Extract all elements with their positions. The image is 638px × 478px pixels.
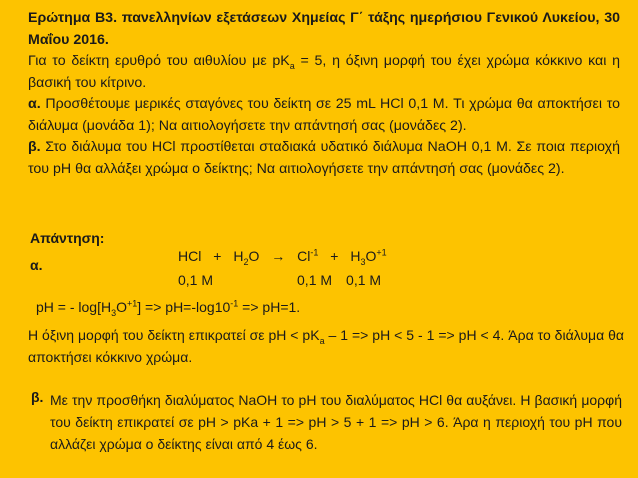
eq-cl: $Cl^{-1}$ <box>297 247 319 264</box>
part-a-label: α. <box>28 96 41 112</box>
question-block <box>28 8 620 180</box>
eq-h3o: $H_3O^{+1}$ <box>350 247 387 267</box>
part-b-label: β. <box>28 139 41 155</box>
conc-hcl: 0,1 M <box>178 272 214 288</box>
part-a-text: Προσθέτουμε μερικές σταγόνες του δείκτη σε 25 mL HCl 0,1 M. Τι χρώμα θα αποκτήσει το διάλυμα (μονάδα 1); Να αιτιολογήσετε την απάντησή σας (μονάδες 2). <box>28 96 620 134</box>
eq-hcl: HCl <box>178 248 202 264</box>
part-b-text: Στο διάλυμα του HCl προστίθεται σταδιακά υδατικό διάλυμα NaOH 0,1 M. Σε ποια περιοχή του pH θα αλλάξει χρώμα ο δείκτης; Να αιτιολογήσετε την απάντησή σας (μονάδες 2). <box>28 139 620 177</box>
answer-heading: Απάντηση: <box>30 230 105 246</box>
beta-explanation: Με την προσθήκη διαλύματος NaOH το pH του διαλύματος HCl θα αυξάνει. Η βασική μορφή του δείκτη επικρατεί σε pH > pKa + 1 => pH > 5 + 1 => pH > 6. Άρα η περιοχή του pH που αλλάζει χρώμα ο δείκτης είναι από 4 έως 6. <box>50 392 622 452</box>
eq-plus: + <box>213 248 222 264</box>
intro-text-b: = 5, η όξινη μορφή του έχει χρώμα κόκκινο και η βασική του κίτρινο. <box>28 53 620 91</box>
answer-alpha-label: α. <box>30 257 43 273</box>
acid-form-explanation: Η όξινη μορφή του δείκτη επικρατεί σε pH < $pK_a - 1$ => pH < 5 - 1 => pH < 4. Άρα το διάλυμα θα αποκτήσει κόκκινο χρώμα. <box>28 327 624 365</box>
reaction-equation <box>178 247 387 267</box>
intro-text-a: Για το δείκτη ερυθρό του αιθυλίου με pK <box>28 53 290 69</box>
conc-cl: 0,1 M <box>297 272 333 288</box>
answer-beta-label: β. <box>31 389 44 405</box>
conc-h3o: 0,1 M <box>346 272 382 288</box>
eq-plus-2: + <box>330 248 339 264</box>
question-title: Ερώτημα Β3. πανελληνίων εξετάσεων Χημείας Γ΄ τάξης ημερήσιου Γενικού Λυκείου, 30 Μαΐου 2016. <box>28 10 620 48</box>
question-intro <box>28 53 620 91</box>
intro-subscript: a <box>289 60 295 71</box>
concentrations-row <box>178 272 381 288</box>
eq-arrow: → <box>271 248 286 264</box>
ph-calculation: pH = - $\log[H_3O^{+1}] => pH=-\log 10^{-1} => pH=1$. <box>36 298 301 318</box>
eq-h2o: $H_2O$ <box>233 248 260 267</box>
